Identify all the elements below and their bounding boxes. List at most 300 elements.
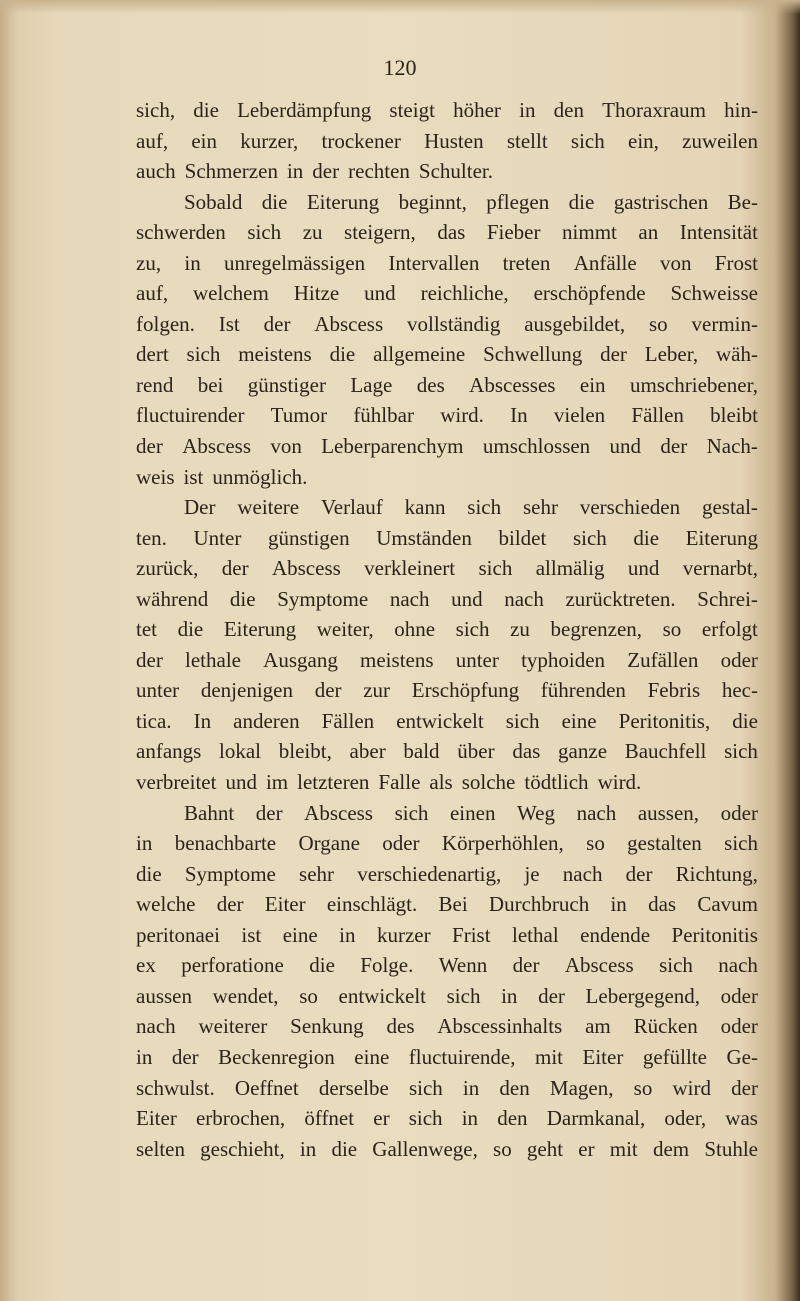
word: Abscess (304, 800, 373, 825)
word: am (585, 1014, 611, 1039)
word: Abscess (182, 434, 252, 459)
word: Stuhle (704, 1136, 758, 1161)
word: in (519, 98, 536, 122)
word: aussen (136, 983, 192, 1008)
word: gestal- (701, 495, 758, 520)
word: bei (197, 372, 224, 397)
word: peritonaei (136, 922, 220, 947)
word: unmöglich. (212, 464, 308, 489)
word: Falle (378, 770, 421, 795)
word: reichliche, (420, 281, 509, 306)
word: in (136, 831, 153, 856)
word: zu, (136, 250, 162, 275)
word: oder (382, 831, 420, 856)
text-line (136, 859, 758, 890)
word: Senkung (290, 1014, 364, 1039)
word: nach (576, 800, 617, 825)
word: Zufällen (627, 647, 699, 672)
word: sich (408, 1106, 443, 1131)
word: der (171, 1044, 199, 1069)
word: dem (652, 1136, 690, 1161)
word: denjenigen (200, 678, 293, 703)
word: der (538, 983, 565, 1008)
text-line (136, 675, 758, 706)
word: die (309, 953, 335, 978)
word: folgen. (136, 311, 195, 336)
word: Bauchfell (624, 739, 707, 764)
word: in (136, 1044, 153, 1069)
word: Umständen (376, 525, 472, 550)
word: letzteren (297, 770, 370, 795)
word: Eiter (136, 1106, 177, 1131)
text-line (136, 126, 758, 157)
word: endende (580, 922, 651, 947)
word: in (286, 159, 304, 184)
text-line (136, 767, 758, 798)
word: Bahnt (184, 800, 235, 825)
word: Eiterung (685, 525, 758, 550)
text-line (136, 217, 758, 248)
word: der (221, 556, 249, 581)
word: Körperhöhlen, (441, 831, 564, 856)
word: Husten (424, 128, 484, 153)
word: sich (659, 953, 693, 978)
word: Symptome (184, 861, 276, 886)
word: In (510, 403, 528, 428)
text-line (136, 828, 758, 859)
word: gastrischen (613, 189, 709, 214)
word: eine (354, 1044, 390, 1069)
text-line (136, 920, 758, 951)
word: ganze (558, 739, 608, 764)
word: so (299, 983, 318, 1008)
word: umschriebener, (629, 372, 758, 397)
word: Fällen (631, 403, 684, 428)
word: wendet, (212, 983, 279, 1008)
word: in (501, 983, 518, 1008)
word: der (136, 434, 163, 459)
word: welchem (193, 281, 269, 306)
word: Organe (298, 831, 360, 856)
word: sehr (299, 861, 335, 886)
word: hin- (724, 98, 758, 122)
word: steigt (389, 98, 435, 122)
word: nimmt (562, 220, 617, 245)
word: Schrei- (697, 586, 758, 611)
word: bildet (498, 525, 547, 550)
word: öffnet (304, 1106, 355, 1131)
word: entwickelt (338, 983, 426, 1008)
word: ein, (628, 128, 659, 153)
word: wird. (597, 770, 642, 795)
word: der (731, 1075, 758, 1100)
word: oder (720, 983, 758, 1008)
word: Eiter (582, 1044, 624, 1069)
word: eine (561, 708, 597, 733)
word: er (578, 1136, 595, 1161)
word: steigern, (344, 220, 416, 245)
word: solche (461, 770, 516, 795)
text-line (136, 981, 758, 1012)
word: vollständig (407, 311, 501, 336)
word: oder (720, 800, 758, 825)
text-line (136, 1103, 758, 1134)
word: nach (562, 861, 603, 886)
word: Rücken (633, 1014, 698, 1039)
text-line (136, 278, 758, 309)
text-line (136, 339, 758, 370)
word: Fällen (321, 708, 375, 733)
word: in (610, 892, 627, 917)
word: Eiter (264, 892, 306, 917)
word: erbrochen, (195, 1106, 286, 1131)
word: nach (718, 953, 758, 978)
word: und (627, 556, 660, 581)
text-line (136, 889, 758, 920)
word: von (270, 434, 302, 459)
word: stellt (506, 128, 548, 153)
word: wäh- (716, 342, 758, 367)
word: aussen, (637, 800, 700, 825)
word: weiter, (316, 617, 374, 642)
word: Wenn (438, 953, 488, 978)
word: Frist (452, 922, 491, 947)
word: sich (446, 983, 481, 1008)
word: Intervallen (388, 250, 480, 275)
text-line (136, 462, 758, 493)
word: Fieber (486, 220, 541, 245)
word: bleibt, (278, 739, 332, 764)
word: sich (455, 617, 490, 642)
word: Ge- (726, 1044, 758, 1069)
word: Folge. (360, 953, 414, 978)
word: sich (505, 708, 540, 733)
word: Frost (714, 250, 758, 275)
word: Tumor (270, 403, 328, 428)
word: selten (136, 1136, 185, 1161)
word: mit (609, 1136, 638, 1161)
word: meistens (238, 342, 312, 367)
word: tica. (136, 708, 172, 733)
word: tödtlich (524, 770, 589, 795)
word: die (732, 708, 758, 733)
word: ein (579, 372, 606, 397)
word: rechten (348, 159, 410, 184)
word: sich (186, 342, 221, 367)
word: so (633, 1075, 653, 1100)
word: Abscess (564, 953, 634, 978)
word: meistens (360, 647, 434, 672)
word: Sobald (184, 189, 243, 214)
word: pflegen (486, 189, 550, 214)
word: eine (282, 922, 318, 947)
word: zur (363, 678, 391, 703)
word: umschlossen (482, 434, 591, 459)
word: typhoiden (521, 647, 606, 672)
word: ex (136, 953, 156, 978)
word: mit (534, 1044, 563, 1069)
word: oder (720, 1014, 758, 1039)
word: lethal (512, 922, 559, 947)
word: ist (241, 922, 262, 947)
word: höher (453, 98, 501, 122)
text-line (136, 645, 758, 676)
word: oder, (664, 1106, 707, 1131)
word: Symptome (277, 586, 369, 611)
word: über (457, 739, 495, 764)
text-line (136, 1134, 758, 1165)
word: sich (408, 1075, 443, 1100)
word: schwerden (136, 220, 226, 245)
text-line (136, 1073, 758, 1104)
word: Leber, (644, 342, 699, 367)
text-line (136, 614, 758, 645)
word: kurzer (376, 922, 431, 947)
word: Darmkanal, (546, 1106, 646, 1131)
word: und (364, 281, 396, 306)
word: von (659, 250, 692, 275)
word: weis (136, 464, 175, 489)
word: gestalten (627, 831, 702, 856)
word: fühlbar (353, 403, 414, 428)
word: verschieden (579, 495, 681, 520)
word: dert (136, 342, 169, 367)
word: führenden (540, 678, 626, 703)
word: Abscess (271, 556, 341, 581)
word: wird. (440, 403, 484, 428)
word: der (512, 953, 540, 978)
word: beginnt, (398, 189, 467, 214)
word: geschieht, (200, 1136, 285, 1161)
text-line (136, 370, 758, 401)
word: ten. (136, 525, 167, 550)
word: Schulter. (418, 159, 493, 184)
word: perforatione (181, 953, 284, 978)
word: die (193, 98, 219, 122)
text-line (136, 706, 758, 737)
word: unter (455, 647, 499, 672)
word: ist (183, 464, 204, 489)
word: Hitze (293, 281, 340, 306)
word: auf, (136, 281, 169, 306)
word: und (609, 434, 642, 459)
word: aber (349, 739, 386, 764)
word: trockener (321, 128, 401, 153)
word: den (553, 98, 584, 122)
word: Abscess (314, 311, 384, 336)
word: unregelmässigen (223, 250, 366, 275)
word: das (512, 739, 541, 764)
word: einen (449, 800, 496, 825)
word: der (314, 678, 342, 703)
word: sich (572, 525, 607, 550)
word: sich (467, 495, 502, 520)
word: einschlägt. (326, 892, 418, 917)
word: an (638, 220, 659, 245)
word: das (648, 892, 677, 917)
word: die (136, 861, 162, 886)
word: während (136, 586, 209, 611)
text-line (136, 248, 758, 279)
word: je (524, 861, 540, 886)
word: oder (720, 647, 758, 672)
word: Oeffnet (234, 1075, 299, 1100)
word: Anfälle (573, 250, 637, 275)
word: Gallenwege, (372, 1136, 478, 1161)
page-number: 120 (383, 55, 417, 80)
word: anderen (233, 708, 300, 733)
word: die (633, 525, 660, 550)
word: zu (302, 220, 323, 245)
word: gefüllte (642, 1044, 707, 1069)
word: Schweisse (670, 281, 758, 306)
word: nach (136, 1014, 176, 1039)
word: begrenzen, (550, 617, 643, 642)
word: sich (478, 556, 513, 581)
word: lokal (219, 739, 262, 764)
word: vermin- (691, 311, 758, 336)
word: fluctuirender (136, 403, 245, 428)
word: Durchbruch (488, 892, 590, 917)
text-line (136, 798, 758, 829)
word: in (299, 1136, 317, 1161)
word: auf, (136, 128, 169, 153)
word: erschöpfende (533, 281, 646, 306)
word: verbreitet (136, 770, 217, 795)
word: was (725, 1106, 758, 1131)
word: Febris (647, 678, 701, 703)
word: auch (136, 159, 176, 184)
word: sich (724, 831, 758, 856)
text-line (136, 523, 758, 554)
word: weiterer (198, 1014, 268, 1039)
word: ohne (394, 617, 436, 642)
text-line (136, 584, 758, 615)
word: In (193, 708, 212, 733)
word: den (497, 1106, 528, 1131)
text-line (136, 400, 758, 431)
word: Eiterung (306, 189, 380, 214)
word: der (263, 311, 291, 336)
word: welche (136, 892, 196, 917)
word: den (499, 1075, 530, 1100)
word: unter (136, 678, 180, 703)
word: Der (184, 495, 216, 520)
word: kann (404, 495, 446, 520)
word: Lebergegend, (585, 983, 701, 1008)
word: zu (510, 617, 530, 642)
word: Unter (193, 525, 242, 550)
word: Peritonitis, (618, 708, 711, 733)
word: geht (526, 1136, 564, 1161)
word: Cavum (697, 892, 758, 917)
word: Bei (438, 892, 468, 917)
text-line (136, 736, 758, 767)
word: Leberparenchym (321, 434, 464, 459)
word: so (493, 1136, 512, 1161)
word: der (255, 800, 283, 825)
word: benachbarte (174, 831, 277, 856)
word: Be- (727, 189, 758, 214)
word: das (437, 220, 466, 245)
word: der (136, 647, 163, 672)
word: die (229, 586, 256, 611)
word: sich (247, 220, 282, 245)
word: bleibt (710, 403, 758, 428)
word: zuweilen (682, 128, 758, 153)
word: sich (570, 128, 605, 153)
word: so (662, 617, 682, 642)
word: Intensität (679, 220, 758, 245)
word: verschiedenartig, (357, 861, 502, 886)
text-line (136, 553, 758, 584)
word: Magen, (549, 1075, 614, 1100)
word: in (184, 250, 201, 275)
word: der (216, 892, 244, 917)
word: Richtung, (675, 861, 758, 886)
word: so (648, 311, 668, 336)
word: fluctuirende, (408, 1044, 516, 1069)
word: Weg (517, 800, 555, 825)
text-line (136, 156, 758, 187)
word: die (568, 189, 595, 214)
text-line (136, 309, 758, 340)
word: Thoraxraum (602, 98, 706, 122)
word: so (586, 831, 605, 856)
word: der (625, 861, 653, 886)
word: nach (389, 586, 430, 611)
word: Beckenregion (218, 1044, 335, 1069)
word: in (461, 1106, 479, 1131)
word: Schmerzen (184, 159, 278, 184)
word: Nach- (706, 434, 758, 459)
text-line (136, 187, 758, 218)
word: zurück, (136, 556, 199, 581)
word: der (600, 342, 627, 367)
word: nach (504, 586, 544, 611)
word: die (329, 342, 356, 367)
word: bald (403, 739, 440, 764)
word: die (331, 1136, 358, 1161)
word: Lage (350, 372, 393, 397)
word: der (312, 159, 340, 184)
word: Ausgang (263, 647, 338, 672)
word: in (462, 1075, 480, 1100)
text-line (136, 950, 758, 981)
word: des (416, 372, 445, 397)
word: sich (724, 739, 758, 764)
text-line (136, 95, 758, 126)
word: allgemeine (373, 342, 466, 367)
word: des (386, 1014, 415, 1039)
word: sehr (522, 495, 558, 520)
word: tet (136, 617, 157, 642)
word: lethale (185, 647, 241, 672)
word: als (429, 770, 453, 795)
word: Eiterung (223, 617, 297, 642)
word: Leberdämpfung (237, 98, 372, 122)
word: schwulst. (136, 1075, 215, 1100)
word: ein (191, 128, 217, 153)
word: Ist (218, 311, 240, 336)
word: hec- (721, 678, 758, 703)
word: ausgebildet, (524, 311, 626, 336)
text-line (136, 492, 758, 523)
word: wird (672, 1075, 711, 1100)
text-line (136, 431, 758, 462)
word: derselbe (318, 1075, 389, 1100)
word: vielen (553, 403, 606, 428)
